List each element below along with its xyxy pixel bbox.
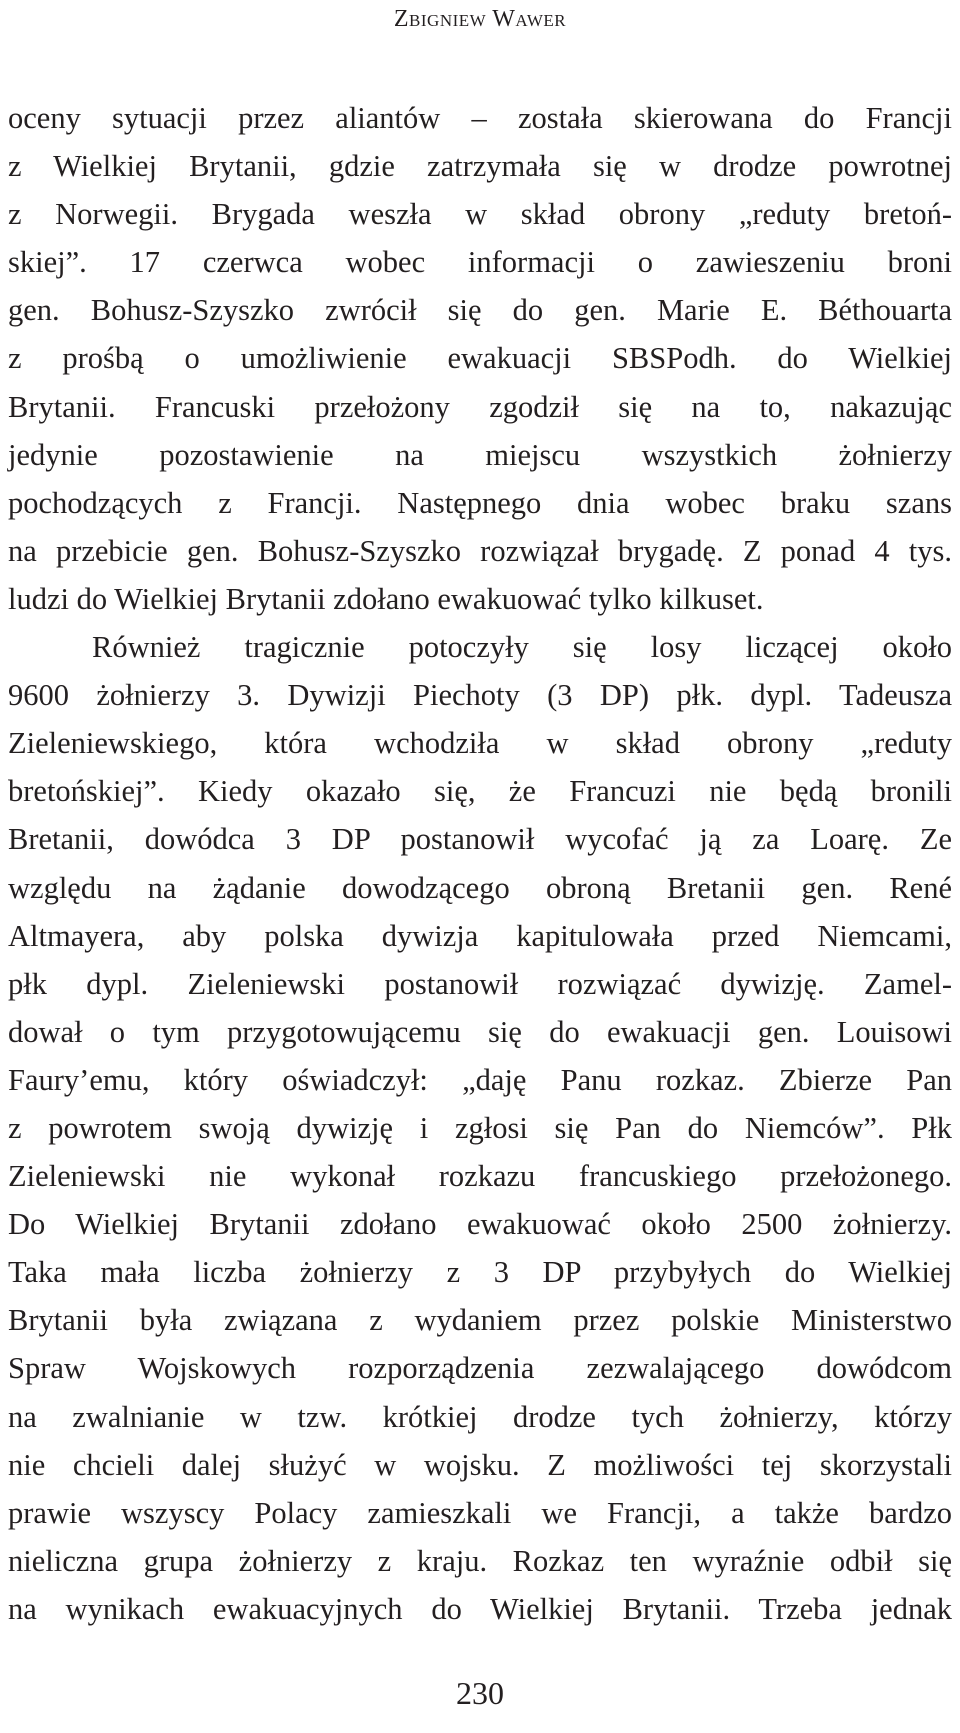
- text-line: Również tragicznie potoczyły się losy liczącej około: [92, 630, 952, 665]
- text-line: gen. Bohusz-Szyszko zwrócił się do gen. Marie E. Béthouarta: [8, 293, 952, 328]
- text-line: Bretanii, dowódca 3 DP postanowił wycofać ją za Loarę. Ze: [8, 822, 952, 857]
- text-line: Zieleniewski nie wykonał rozkazu francuskiego przełożonego.: [8, 1159, 952, 1194]
- running-header: Zbigniew Wawer: [393, 6, 567, 32]
- text-line: Brytanii. Francuski przełożony zgodził się na to, nakazując: [8, 389, 952, 424]
- text-line: dował o tym przygotowującemu się do ewakuacji gen. Louisowi: [8, 1014, 952, 1049]
- text-line: prawie wszyscy Polacy zamieszkali we Francji, a także bardzo: [8, 1495, 952, 1530]
- text-line: na przebicie gen. Bohusz-Szyszko rozwiązał brygadę. Z ponad 4 tys.: [8, 533, 952, 568]
- text-line: ludzi do Wielkiej Brytanii zdołano ewakuować tylko kilkuset.: [8, 581, 764, 616]
- text-line: na zwalnianie w tzw. krótkiej drodze tych żołnierzy, którzy: [8, 1399, 952, 1434]
- text-line: Do Wielkiej Brytanii zdołano ewakuować około 2500 żołnierzy.: [8, 1207, 952, 1242]
- body-text: [8, 94, 952, 1633]
- text-line: Altmayera, aby polska dywizja kapitulowała przed Niemcami,: [8, 918, 952, 953]
- page-number: 230: [456, 1675, 504, 1711]
- text-line: płk dypl. Zieleniewski postanowił rozwiązać dywizję. Zamel-: [8, 966, 952, 1001]
- text-line: 9600 żołnierzy 3. Dywizji Piechoty (3 DP) płk. dypl. Tadeusza: [8, 678, 952, 713]
- text-line: z Wielkiej Brytanii, gdzie zatrzymała się w drodze powrotnej: [8, 149, 952, 184]
- paragraph-2: [8, 623, 952, 1633]
- text-line: z powrotem swoją dywizję i zgłosi się Pan do Niemców”. Płk: [8, 1110, 952, 1145]
- text-line: jedynie pozostawienie na miejscu wszystkich żołnierzy: [8, 437, 952, 472]
- text-line: względu na żądanie dowodzącego obroną Bretanii gen. René: [8, 870, 952, 905]
- text-line: z prośbą o umożliwienie ewakuacji SBSPodh. do Wielkiej: [8, 341, 952, 376]
- text-line: bretońskiej”. Kiedy okazało się, że Francuzi nie będą bronili: [8, 774, 952, 809]
- text-line: Taka mała liczba żołnierzy z 3 DP przybyłych do Wielkiej: [8, 1255, 952, 1290]
- paragraph-1: [8, 94, 952, 623]
- text-line: nie chcieli dalej służyć w wojsku. Z możliwości tej skorzystali: [8, 1447, 952, 1482]
- text-line: Faury’emu, który oświadczył: „daję Panu rozkaz. Zbierze Pan: [8, 1062, 952, 1097]
- text-line: pochodzących z Francji. Następnego dnia wobec braku szans: [8, 485, 952, 520]
- text-line: z Norwegii. Brygada weszła w skład obrony „reduty bretoń-: [8, 197, 952, 232]
- text-line: na wynikach ewakuacyjnych do Wielkiej Brytanii. Trzeba jednak: [8, 1591, 952, 1626]
- text-line: skiej”. 17 czerwca wobec informacji o zawieszeniu broni: [8, 245, 952, 280]
- text-line: oceny sytuacji przez aliantów – została skierowana do Francji: [8, 101, 952, 135]
- text-line: Zieleniewskiego, która wchodziła w skład obrony „reduty: [8, 726, 952, 761]
- text-line: nieliczna grupa żołnierzy z kraju. Rozkaz ten wyraźnie odbił się: [8, 1543, 952, 1578]
- text-line: Brytanii była związana z wydaniem przez polskie Ministerstwo: [8, 1303, 952, 1338]
- text-line: Spraw Wojskowych rozporządzenia zezwalającego dowódcom: [8, 1351, 952, 1386]
